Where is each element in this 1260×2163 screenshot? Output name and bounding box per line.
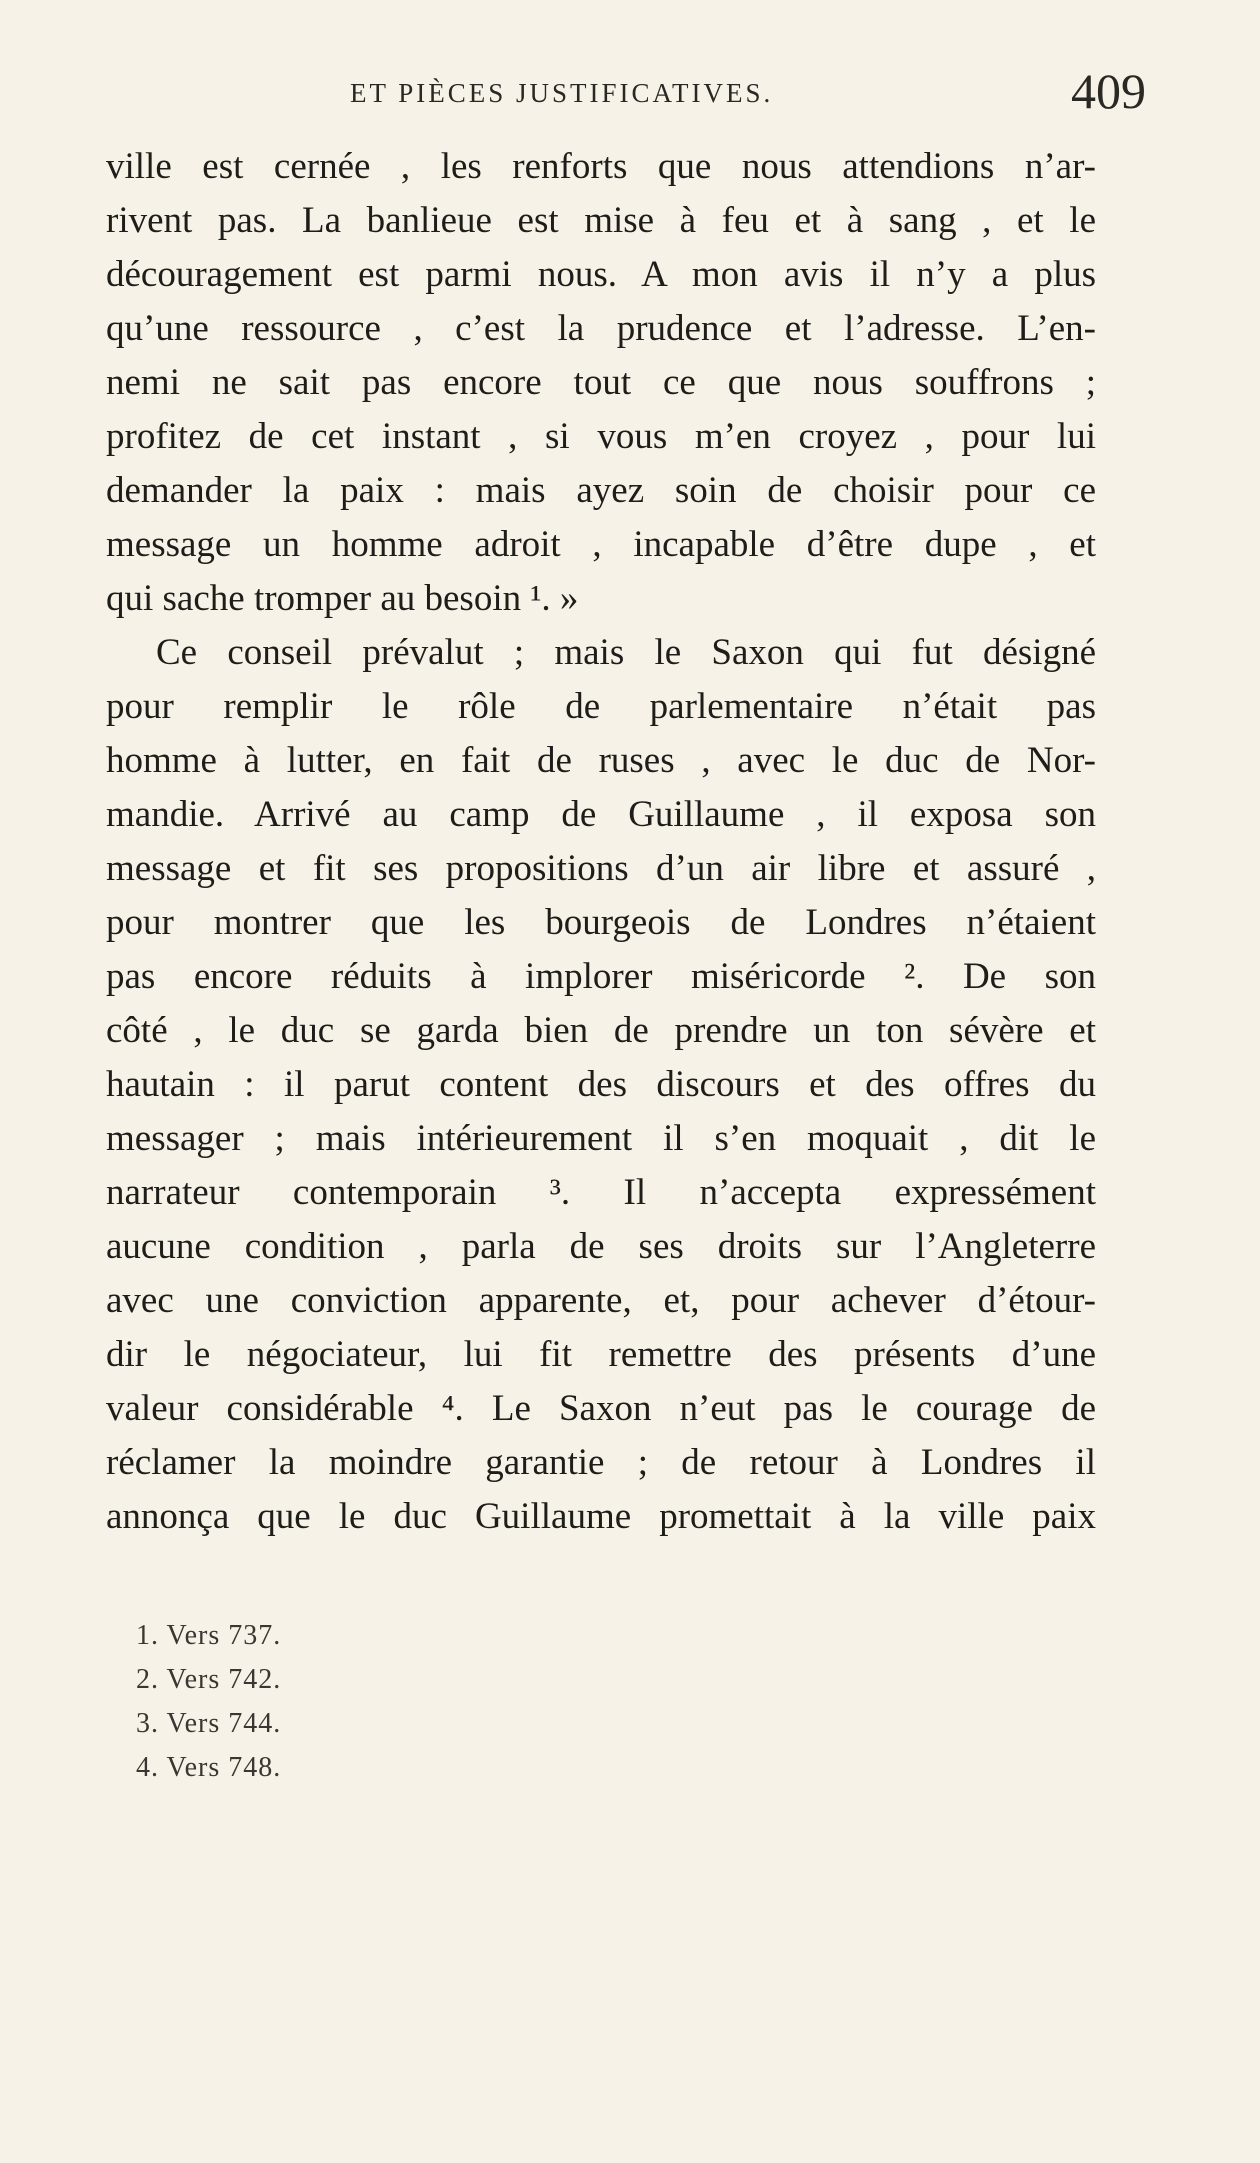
text-line: nemi ne sait pas encore tout ce que nous souffrons ; bbox=[106, 362, 1096, 403]
text-line: homme à lutter, en fait de ruses , avec le duc de Nor- bbox=[106, 740, 1096, 781]
page-number: 409 bbox=[1071, 63, 1146, 119]
text-line: hautain : il parut content des discours et des offres du bbox=[106, 1064, 1096, 1105]
text-line: pour remplir le rôle de parlementaire n’était pas bbox=[106, 686, 1096, 727]
text-line: message et fit ses propositions d’un air libre et assuré , bbox=[106, 848, 1096, 889]
footnote: 3. Vers 744. bbox=[136, 1708, 282, 1739]
text-line: avec une conviction apparente, et, pour achever d’étour- bbox=[106, 1280, 1096, 1321]
text-line: ville est cernée , les renforts que nous attendions n’ar- bbox=[106, 146, 1096, 187]
text-line: qui sache tromper au besoin ¹. » bbox=[106, 578, 579, 619]
text-line: réclamer la moindre garantie ; de retour à Londres il bbox=[106, 1442, 1096, 1483]
text-line: demander la paix : mais ayez soin de choisir pour ce bbox=[106, 470, 1096, 511]
text-line: pas encore réduits à implorer miséricorde ². De son bbox=[106, 956, 1096, 997]
text-line: aucune condition , parla de ses droits sur l’Angleterre bbox=[106, 1226, 1096, 1267]
text-line: message un homme adroit , incapable d’être dupe , et bbox=[106, 524, 1096, 565]
footnotes bbox=[136, 1616, 736, 1816]
text-line: pour montrer que les bourgeois de Londres n’étaient bbox=[106, 902, 1096, 943]
footnote: 2. Vers 742. bbox=[136, 1664, 282, 1695]
running-title: ET PIÈCES JUSTIFICATIVES. bbox=[350, 78, 774, 108]
text-line: profitez de cet instant , si vous m’en croyez , pour lui bbox=[106, 416, 1096, 457]
text-line: découragement est parmi nous. A mon avis il n’y a plus bbox=[106, 254, 1096, 295]
text-line: rivent pas. La banlieue est mise à feu et à sang , et le bbox=[106, 200, 1096, 241]
text-line: narrateur contemporain ³. Il n’accepta expressément bbox=[106, 1172, 1096, 1213]
footnote: 4. Vers 748. bbox=[136, 1752, 282, 1783]
running-head bbox=[106, 63, 1146, 136]
text-line: qu’une ressource , c’est la prudence et l’adresse. L’en- bbox=[106, 308, 1096, 349]
footnote: 1. Vers 737. bbox=[136, 1620, 282, 1651]
text-line: mandie. Arrivé au camp de Guillaume , il exposa son bbox=[106, 794, 1096, 835]
text-line: messager ; mais intérieurement il s’en moquait , dit le bbox=[106, 1118, 1096, 1159]
text-line: Ce conseil prévalut ; mais le Saxon qui fut désigné bbox=[156, 632, 1096, 673]
text-line: dir le négociateur, lui fit remettre des présents d’une bbox=[106, 1334, 1096, 1375]
text-line: valeur considérable ⁴. Le Saxon n’eut pas le courage de bbox=[106, 1388, 1096, 1429]
body-text bbox=[106, 140, 1096, 1540]
text-line: côté , le duc se garda bien de prendre un ton sévère et bbox=[106, 1010, 1096, 1051]
text-line: annonça que le duc Guillaume promettait à la ville paix bbox=[106, 1496, 1096, 1537]
